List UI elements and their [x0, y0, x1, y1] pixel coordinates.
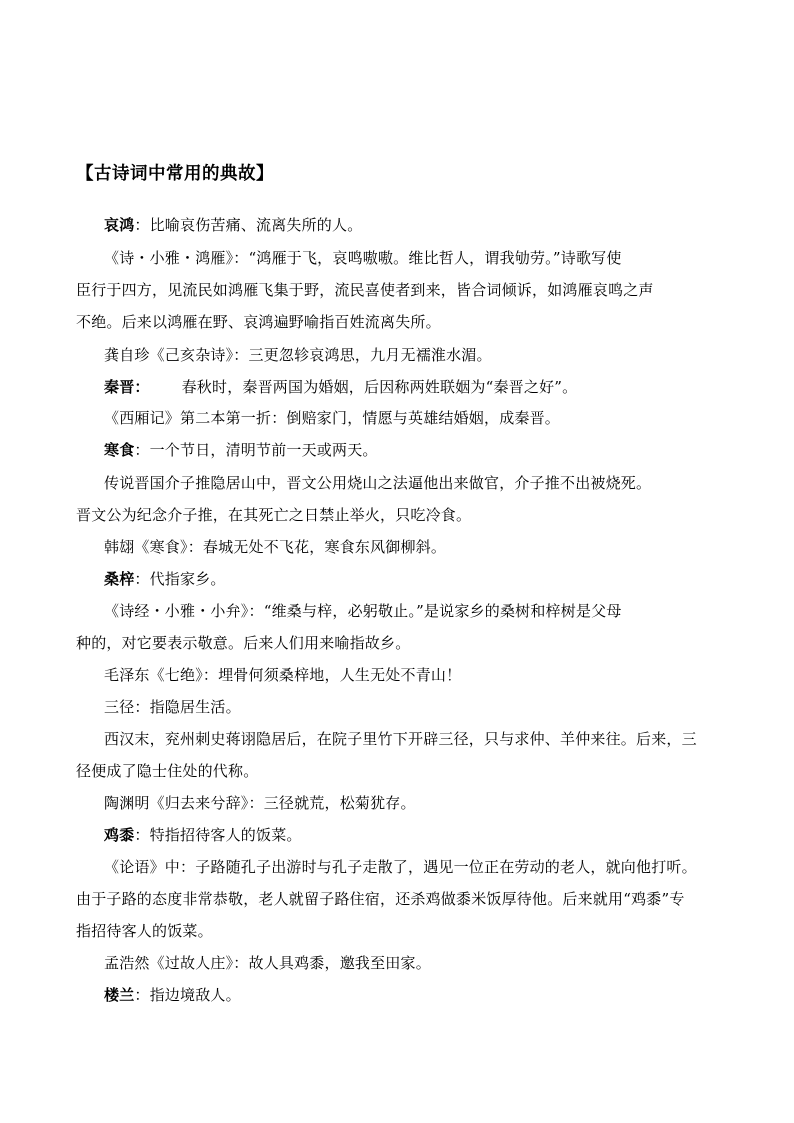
term-han-shi: 寒食	[104, 441, 135, 459]
definition-sang-zi: ：代指家乡。	[134, 570, 226, 588]
example-han-shi: 韩翃《寒食》：春城无处不飞花，寒食东风御柳斜。	[104, 538, 447, 556]
term-qin-jin: 秦晋	[104, 378, 135, 396]
source-san-jing-1: 西汉末，兖州刺史蒋诩隐居后，在院子里竹下开辟三径，只与求仲、羊仲来往。后来，三	[104, 730, 697, 748]
source-ji-shu-2: 由于子路的态度非常恭敬，老人就留子路住宿，还杀鸡做黍米饭厚待他。后来就用“鸡黍”专	[76, 890, 685, 908]
source-sang-zi-1: 《诗经・小雅・小弁》：“维桑与梓，必躬敬止。”是说家乡的桑树和梓树是父母	[104, 602, 622, 620]
definition-lou-lan: ：指边境敌人。	[134, 986, 241, 1004]
entry-san-jing: 三径：指隐居生活。	[104, 698, 241, 716]
source-sang-zi-2: 种的，对它要表示敬意。后来人们用来喻指故乡。	[76, 634, 411, 652]
term-colon-qin-jin: ：	[134, 378, 150, 396]
source-han-shi-1: 传说晋国介子推隐居山中，晋文公用烧山之法逼他出来做官，介子推不出被烧死。	[104, 474, 652, 492]
example-san-jing: 陶渊明《归去来兮辞》：三径就荒，松菊犹存。	[104, 794, 416, 812]
entry-ai-hong	[104, 214, 362, 235]
entry-lou-lan	[104, 984, 241, 1005]
entry-han-shi	[104, 439, 378, 460]
source-ai-hong-2: 臣行于四方，见流民如鸿雁飞集于野，流民喜使者到来，皆合词倾诉，如鸿雁哀鸣之声	[76, 281, 654, 299]
definition-ji-shu: ：特指招待客人的饭菜。	[134, 826, 302, 844]
example-qin-jin: 《西厢记》第二本第一折：倒赔家门，情愿与英雄结婚姻，成秦晋。	[104, 409, 561, 427]
source-san-jing-2: 径便成了隐士住处的代称。	[76, 762, 259, 780]
source-ai-hong-3: 不绝。后来以鸿雁在野、哀鸿遍野喻指百姓流离失所。	[76, 313, 441, 331]
entry-ji-shu	[104, 824, 302, 845]
entry-sang-zi	[104, 568, 226, 589]
term-sang-zi: 桑梓	[104, 570, 135, 588]
example-ji-shu: 孟浩然《过故人庄》：故人具鸡黍，邀我至田家。	[104, 954, 431, 972]
source-han-shi-2: 晋文公为纪念介子推，在其死亡之日禁止举火，只吃冷食。	[76, 506, 472, 524]
term-lou-lan: 楼兰	[104, 986, 135, 1004]
example-sang-zi: 毛泽东《七绝》：埋骨何须桑梓地，人生无处不青山！	[104, 666, 462, 684]
source-ji-shu-1: 《论语》中：子路随孔子出游时与孔子走散了，遇见一位正在劳动的老人，就向他打听。	[104, 858, 697, 876]
example-ai-hong: 龚自珍《己亥杂诗》：三更忽轸哀鸿思，九月无襦淮水湄。	[104, 346, 492, 364]
definition-ai-hong: ：比喻哀伤苦痛、流离失所的人。	[134, 216, 363, 234]
source-ai-hong-1: 《诗・小雅・鸿雁》：“鸿雁于飞，哀鸣嗷嗷。维比哲人，谓我劬劳。”诗歌写使	[104, 249, 622, 267]
page-title: 【古诗词中常用的典故】	[76, 164, 274, 184]
entry-qin-jin	[104, 376, 577, 397]
definition-han-shi: ：一个节日，清明节前一天或两天。	[134, 441, 378, 459]
term-ai-hong: 哀鸿	[104, 216, 135, 234]
source-ji-shu-3: 指招待客人的饭菜。	[76, 922, 213, 940]
definition-qin-jin: 春秋时，秦晋两国为婚姻，后因称两姓联姻为“秦晋之好”。	[181, 378, 578, 396]
term-ji-shu: 鸡黍	[104, 826, 135, 844]
